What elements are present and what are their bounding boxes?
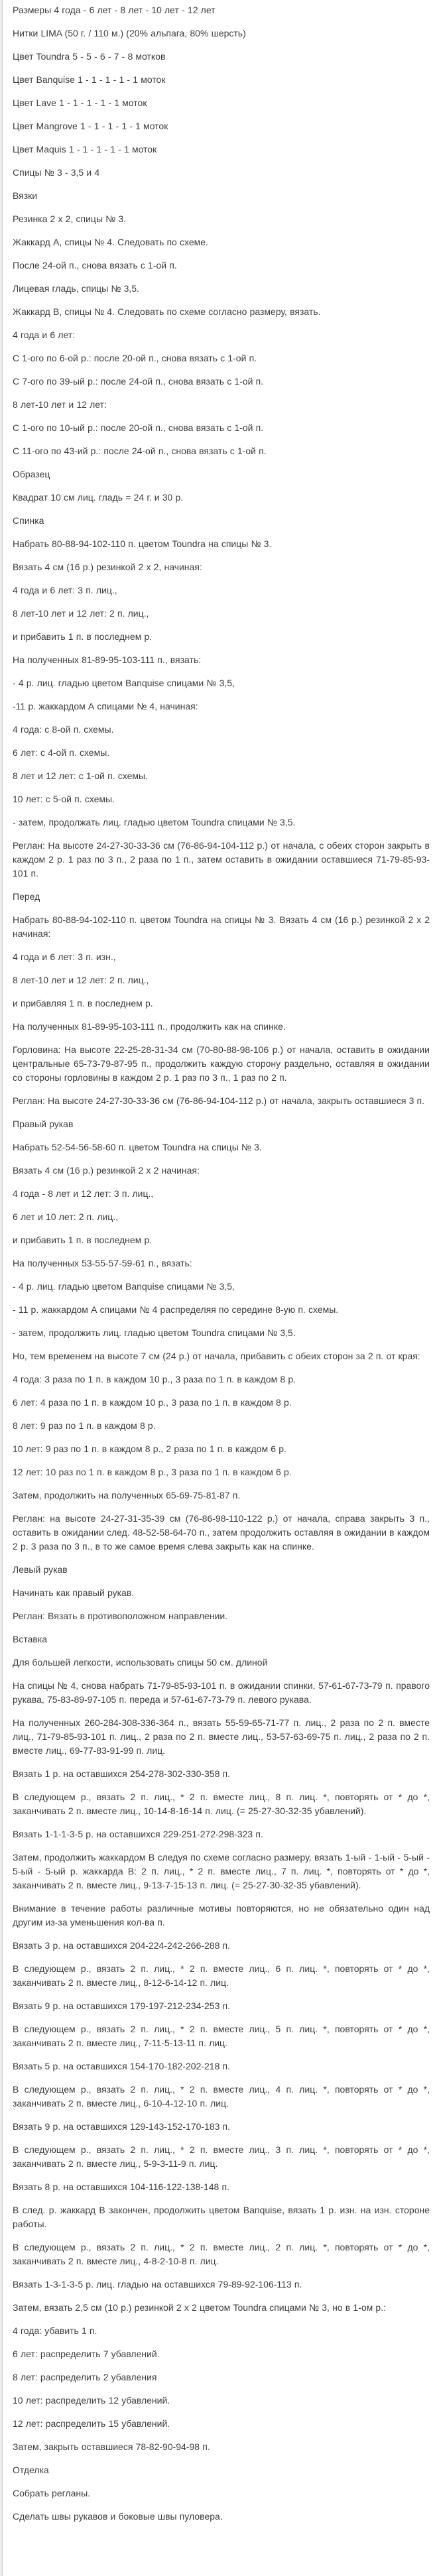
paragraph: и прибавить 1 п. в последнем р. [13, 631, 153, 642]
paragraph: В следующем р., вязать 2 п. лиц., * 2 п. вместе лиц., 5 п. лиц. *, повторять от * до *, заканчивать 2 п. вместе лиц., 7-11-5-13-11 п. лиц. [13, 2024, 430, 2048]
paragraph: На полученных 260-284-308-336-364 п., вязать 55-59-65-71-77 п. лиц., 2 раза по 2 п. вместе лиц., 71-79-85-93-101 п. лиц., 2 раза по 2 п. вместе лиц., 53-57-63-69-75 п. лиц., 2 раза по 2 п. вместе лиц., 69-77-83-91-99 п. лиц. [13, 1717, 430, 1756]
paragraph: Нитки LIMA (50 г. / 110 м.) (20% альпага, 80% шерсть) [13, 28, 246, 38]
paragraph: Вязать 5 р. на оставшихся 154-170-182-202-218 п. [13, 2061, 231, 2071]
paragraph: Спицы № 3 - 3,5 и 4 [13, 167, 100, 178]
paragraph: 4 года и 6 лет: [13, 330, 76, 340]
paragraph: 4 года: 3 раза по 1 п. в каждом 10 р., 3 раза по 1 п. в каждом 8 р. [13, 1374, 296, 1384]
paragraph: В следующем р., вязать 2 п. лиц., * 2 п. вместе лиц., 8 п. лиц. *, повторять от * до *, заканчивать 2 п. вместе лиц., 10-14-8-16-14 п. лиц. (= 25-27-30-32-35 убавлений). [13, 1792, 430, 1816]
paragraph: На полученных 53-55-57-59-61 п., вязать: [13, 1258, 192, 1268]
paragraph: 12 лет: 10 раз по 1 п. в каждом 8 р., 3 раза по 1 п. в каждом 6 р. [13, 1467, 292, 1477]
paragraph: Набрать 80-88-94-102-110 п. цветом Toundra на спицы № 3. Вязать 4 см (16 р.) резинкой 2 х 2 начиная: [13, 914, 430, 939]
paragraph: В следующем р., вязать 2 п. лиц., * 2 п. вместе лиц., 4 п. лиц. *, повторять от * до *, заканчивать 2 п. вместе лиц., 6-10-4-12-10 п. лиц. [13, 2084, 430, 2109]
paragraph: Вязать 3 р. на оставшихся 204-224-242-266-288 п. [13, 1940, 231, 1951]
paragraph: Цвет Banquise 1 - 1 - 1 - 1 - 1 моток [13, 74, 166, 85]
paragraph: Левый рукав [13, 1564, 68, 1575]
paragraph: Вязать 1 р. на оставшихся 254-278-302-330-358 п. [13, 1768, 231, 1779]
paragraph: Реглан: Вязать в противоположном направлении. [13, 1611, 228, 1621]
paragraph: Цвет Mangrove 1 - 1 - 1 - 1 - 1 моток [13, 121, 168, 131]
paragraph: Для большей легкости, использовать спицы 50 см. длиной [13, 1657, 268, 1668]
paragraph: 4 года: с 8-ой п. схемы. [13, 724, 114, 735]
paragraph: 4 года: убавить 1 п. [13, 2325, 97, 2336]
paragraph: Правый рукав [13, 1119, 74, 1129]
paragraph: Вязать 4 см (16 р.) резинкой 2 х 2, начиная: [13, 562, 202, 572]
paragraph: - 11 р. жаккардом А спицами № 4 распределяя по середине 8-ую п. схемы. [13, 1304, 339, 1315]
paragraph: На спицы № 4, снова набрать 71-79-85-93-101 п. в ожидании спинки, 57-61-67-73-79 п. правого рукава, 75-83-89-97-105 п. переда и 57-61-67-73-79 п. левого рукава. [13, 1680, 430, 1705]
paragraph: Резинка 2 х 2, спицы № 3. [13, 214, 127, 224]
paragraph: Вязать 9 р. на оставшихся 179-197-212-234-253 п. [13, 2000, 231, 2011]
paragraph: Квадрат 10 см лиц. гладь = 24 г. и 30 р. [13, 492, 184, 503]
paragraph: Вязать 1-1-1-3-5 р. на оставшихся 229-251-272-298-323 п. [13, 1829, 263, 1839]
paragraph: С 7-ого по 39-ый р.: после 24-ой п., снова вязать с 1-ой п. [13, 376, 264, 387]
paragraph: Цвет Toundra 5 - 5 - 6 - 7 - 8 мотков [13, 51, 166, 62]
paragraph: 4 года - 8 лет и 12 лет: 3 п. лиц., [13, 1188, 154, 1199]
paragraph: В следующем р., вязать 2 п. лиц., * 2 п. вместе лиц., 2 п. лиц. *, повторять от * до *, заканчивать 2 п. вместе лиц., 4-8-2-10-8 п. лиц. [13, 2242, 430, 2266]
paragraph: - затем, продолжить лиц. гладью цветом Toundra спицами № 3,5. [13, 1327, 296, 1338]
paragraph: 6 лет и 10 лет: 2 п. лиц., [13, 1211, 119, 1222]
paragraph: Внимание в течение работы различные мотивы повторяются, но не обязательно один над другим из-за уменьшения кол-ва п. [13, 1903, 430, 1928]
paragraph: На полученных 81-89-95-103-111 п., продолжить как на спинке. [13, 1021, 286, 1032]
paragraph: 10 лет: с 5-ой п. схемы. [13, 794, 115, 804]
paragraph: Цвет Lave 1 - 1 - 1 - 1 - 1 моток [13, 97, 147, 108]
paragraph: Реглан: На высоте 24-27-30-33-36 см (76-86-94-104-112 р.) от начала, закрыть оставшиеся 3 п. [13, 1095, 425, 1106]
paragraph: 4 года и 6 лет: 3 п. лиц., [13, 585, 117, 595]
paragraph: и прибавляя 1 п. в последнем р. [13, 998, 153, 1009]
paragraph: 12 лет: распределить 15 убавлений. [13, 2418, 170, 2429]
paragraph: Горловина: На высоте 22-25-28-31-34 см (70-80-88-98-106 р.) от начала, оставить в ожидании центральные 65-73-79-87-95 п., продолжить каждую сторону раздельно, оставляя в ожидании со стороны горловины в каждом 2 р. 1 раз по 3 п., 1 раз по 2 п. [13, 1044, 430, 1083]
paragraph: В след. р. жаккард В закончен, продолжить цветом Banquise, вязать 1 р. изн. на изн. стороне работы. [13, 2205, 430, 2229]
paragraph: На полученных 81-89-95-103-111 п., вязать: [13, 654, 202, 665]
paragraph: 6 лет: распределить 7 убавлений. [13, 2349, 160, 2359]
paragraph: Затем, продолжить на полученных 65-69-75-81-87 п. [13, 1490, 241, 1501]
paragraph: -11 р. жаккардом А спицами № 4, начиная: [13, 701, 198, 711]
paragraph: Набрать 80-88-94-102-110 п. цветом Toundra на спицы № 3. [13, 538, 272, 549]
paragraph: и прибавить 1 п. в последнем р. [13, 1235, 153, 1245]
paragraph: Цвет Maquis 1 - 1 - 1 - 1 - 1 моток [13, 144, 157, 154]
paragraph: - затем, продолжать лиц. гладью цветом Toundra спицами № 3,5. [13, 817, 296, 828]
paragraph: Затем, продолжить жаккардом В следуя по схеме согласно размеру, вязать 1-ый - 1-ый - 5-ый - 5-ый - 5-ый р. жаккарда В: 2 п. лиц., * 2 п. вместе лиц., 7 п. лиц. *, повторять от * до *, заканчивать 2 п. вместе лиц., 9-13-7-15-13 п. лиц. (= 25-27-30-32-35 убавлений). [13, 1852, 430, 1890]
paragraph: Вязать 4 см (16 р.) резинкой 2 х 2 начиная: [13, 1165, 200, 1176]
paragraph: Перед [13, 891, 40, 902]
paragraph: Лицевая гладь, спицы № 3,5. [13, 283, 139, 294]
paragraph: Затем, вязать 2,5 см (10 р.) резинкой 2 х 2 цветом Toundra спицами № 3, но в 1-ом р.: [13, 2302, 386, 2313]
paragraph: 4 года и 6 лет: 3 п. изн., [13, 951, 116, 962]
paragraph: После 24-ой п., снова вязать с 1-ой п. [13, 260, 177, 271]
paragraph: Отделка [13, 2465, 49, 2475]
paragraph: 8 лет-10 лет и 12 лет: [13, 399, 107, 410]
paragraph: 8 лет и 12 лет: с 1-ой п. схемы. [13, 770, 148, 781]
paragraph: 6 лет: с 4-ой п. схемы. [13, 747, 110, 758]
paragraph: Реглан: На высоте 24-27-30-33-36 см (76-86-94-104-112 р.) от начала, с обеих сторон закрыть в каждом 2 р. 1 раз по 3 п., 2 раза по 1 п., затем оставить в ожидании оставшиеся 71-79-85-93-101 п. [13, 840, 430, 879]
paragraph: 10 лет: распределить 12 убавлений. [13, 2395, 170, 2406]
paragraph: 10 лет: 9 раз по 1 п. в каждом 8 р., 2 раза по 1 п. в каждом 6 р. [13, 1443, 286, 1454]
paragraph: Набрать 52-54-56-58-60 п. цветом Toundra на спицы № 3. [13, 1142, 262, 1152]
paragraph: Реглан: на высоте 24-27-31-35-39 см (76-86-98-110-122 р.) от начала, справа закрыть 3 п., оставить в ожидании след. 48-52-58-64-70 п., затем продолжить оставляя в ожидании в каждом 2 р. 3 раза по 3 п., в то же самое время слева закрыть как на спинке. [13, 1513, 430, 1552]
paragraph: Вставка [13, 1634, 48, 1644]
paragraph: Спинка [13, 515, 44, 526]
paragraph: Собрать регланы. [13, 2488, 91, 2498]
page-left-border [0, 0, 3, 2576]
paragraph: С 11-ого по 43-ий р.: после 24-ой п., снова вязать с 1-ой п. [13, 446, 267, 456]
paragraph: Жаккард В, спицы № 4. Следовать по схеме согласно размеру, вязать. [13, 306, 321, 317]
paragraph: Вязать 8 р. на оставшихся 104-116-122-138-148 п. [13, 2181, 229, 2192]
paragraph: Вязки [13, 190, 38, 201]
paragraph: Размеры 4 года - 6 лет - 8 лет - 10 лет - 12 лет [13, 5, 216, 15]
paragraph: Жаккард А, спицы № 4. Следовать по схеме. [13, 237, 208, 247]
paragraph: В следующем р., вязать 2 п. лиц., * 2 п. вместе лиц., 3 п. лиц. *, повторять от * до *, заканчивать 2 п. вместе лиц., 5-9-3-11-9 п. лиц. [13, 2144, 430, 2169]
paragraph: - 4 р. лиц. гладью цветом Banquise спицами № 3,5, [13, 678, 235, 688]
paragraph: Начинать как правый рукав. [13, 1587, 135, 1598]
paragraph: 8 лет-10 лет и 12 лет: 2 п. лиц., [13, 608, 149, 619]
paragraph: 8 лет: 9 раз по 1 п. в каждом 8 р. [13, 1420, 156, 1431]
paragraph: Образец [13, 469, 50, 479]
paragraph: - 4 р. лиц. гладью цветом Banquise спицами № 3,5, [13, 1281, 235, 1292]
paragraph: В следующем р., вязать 2 п. лиц., * 2 п. вместе лиц., 6 п. лиц. *, повторять от * до *, заканчивать 2 п. вместе лиц., 8-12-6-14-12 п. лиц. [13, 1963, 430, 1988]
paragraph: Но, тем временем на высоте 7 см (24 р.) от начала, прибавить с обеих сторон за 2 п. от края: [13, 1351, 420, 1361]
paragraph: Затем, закрыть оставшиеся 78-82-90-94-98 п. [13, 2441, 210, 2452]
paragraph: 8 лет-10 лет и 12 лет: 2 п. лиц., [13, 975, 149, 985]
paragraph: Сделать швы рукавов и боковые швы пуловера. [13, 2511, 223, 2522]
paragraph: 6 лет: 4 раза по 1 п. в каждом 10 р., 3 раза по 1 п. в каждом 8 р. [13, 1397, 292, 1408]
paragraph: Вязать 1-3-1-3-5 р. лиц. гладью на оставшихся 79-89-92-106-113 п. [13, 2279, 302, 2290]
paragraph: С 1-ого по 6-ой р.: после 20-ой п., снова вязать с 1-ой п. [13, 353, 257, 363]
paragraph: 8 лет: распределить 2 убавления [13, 2372, 157, 2382]
paragraph: Вязать 9 р. на оставшихся 129-143-152-170-183 п. [13, 2121, 231, 2132]
paragraph: С 1-ого по 10-ый р.: после 20-ой п., снова вязать с 1-ой п. [13, 422, 264, 433]
